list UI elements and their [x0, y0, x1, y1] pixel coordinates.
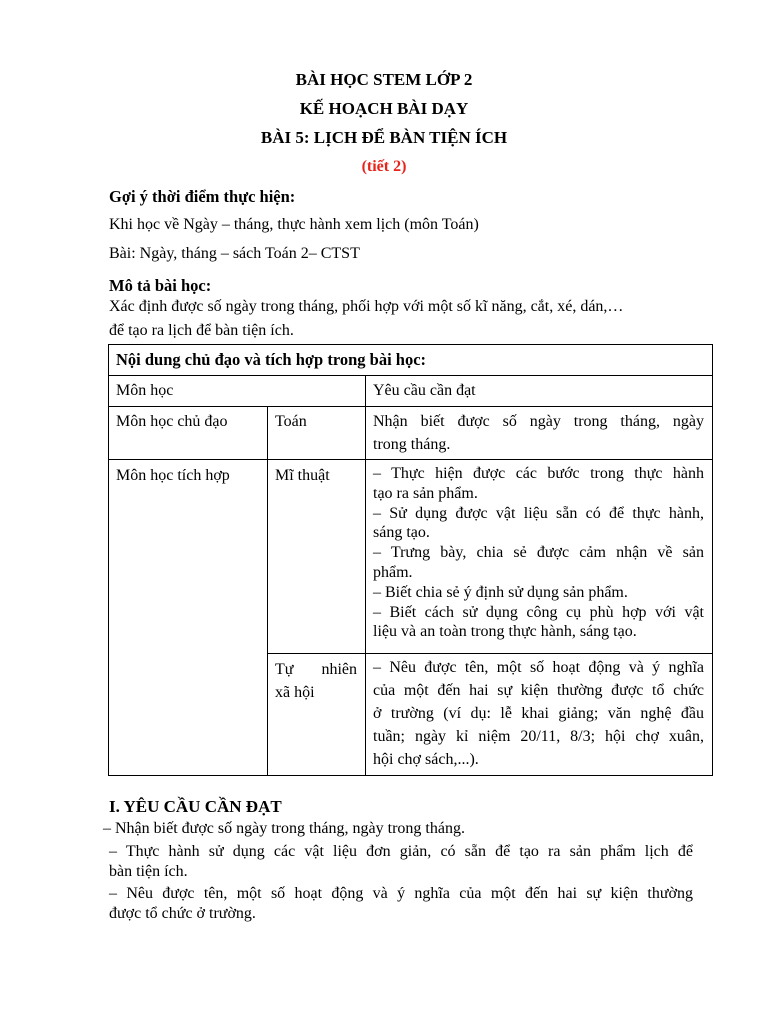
requirement-line: tạo ra sản phẩm.: [373, 484, 478, 502]
art-subject: Mĩ thuật: [275, 467, 330, 484]
table-divider: [365, 375, 366, 776]
main-subject: Toán: [275, 413, 307, 430]
table-border-bottom: [108, 775, 713, 776]
integrated-subject-label: Môn học tích hợp: [116, 467, 230, 484]
requirement-line: – Trưng bày, chia sẻ được cảm nhận về sản: [373, 544, 704, 562]
section-line-2: – Thực hành sử dụng các vật liệu đơn giản, có sẵn để tạo ra sản phẩm lịch để: [109, 843, 693, 860]
section-heading: I. YÊU CẦU CẦN ĐẠT: [109, 797, 282, 816]
title-line-1: BÀI HỌC STEM LỚP 2: [295, 70, 473, 89]
nature-society-subject: [275, 658, 357, 704]
table-divider: [108, 406, 713, 407]
table-divider: [108, 459, 713, 460]
requirement-line: – Biết chia sẻ ý định sử dụng sản phẩm.: [373, 583, 628, 601]
requirement-line: trong tháng.: [373, 436, 451, 453]
section-line-1: – Nhận biết được số ngày trong tháng, ngày trong tháng.: [103, 820, 465, 837]
main-requirement: [373, 410, 704, 456]
requirement-line: liệu và an toàn trong thực hành, sáng tạo.: [373, 623, 637, 641]
section-line-3: bàn tiện ích.: [109, 863, 188, 880]
table-border-right: [712, 344, 713, 776]
timing-heading: Gợi ý thời điểm thực hiện:: [109, 187, 296, 206]
title-line-2: KẾ HOẠCH BÀI DẠY: [299, 99, 469, 118]
table-divider: [108, 375, 713, 376]
requirement-line: – Thực hiện được các bước trong thực hành: [373, 465, 704, 482]
timing-line-1: Khi học về Ngày – tháng, thực hành xem lịch (môn Toán): [109, 216, 479, 233]
table-border-top: [108, 344, 713, 345]
requirement-line: – Sử dụng được vật liệu sẵn có để thực hành,: [373, 504, 704, 522]
section-line-5: được tổ chức ở trường.: [109, 905, 256, 922]
requirement-line: tuần; ngày kỉ niệm 20/11, 8/3; hội chợ xuân,: [373, 728, 704, 745]
description-line-1: Xác định được số ngày trong tháng, phối hợp với một số kĩ năng, cắt, xé, dán,…: [109, 298, 624, 315]
nature-subject-word: Tự: [275, 661, 294, 678]
nature-subject-word: nhiên: [321, 661, 357, 678]
description-heading: Mô tả bài học:: [109, 276, 212, 295]
requirement-line: Nhận biết được số ngày trong tháng, ngày: [373, 413, 704, 430]
timing-line-2: Bài: Ngày, tháng – sách Toán 2– CTST: [109, 245, 360, 262]
lesson-content-table: [108, 344, 713, 776]
column-header-subject: Môn học: [116, 382, 174, 399]
table-border-left: [108, 344, 109, 776]
lesson-period: (tiết 2): [361, 158, 407, 175]
requirement-line: ở trường (ví dụ: lễ khai giảng; văn nghệ đầu: [373, 705, 704, 722]
table-title: Nội dung chủ đạo và tích hợp trong bài học:: [116, 350, 427, 369]
requirement-line: – Biết cách sử dụng công cụ phù hợp với vật: [373, 603, 704, 621]
requirement-line: – Nêu được tên, một số hoạt động và ý nghĩa: [373, 659, 704, 676]
table-divider: [267, 653, 713, 654]
art-requirement: [373, 464, 704, 642]
requirement-line: hội chợ sách,...).: [373, 751, 479, 768]
column-header-requirement: Yêu cầu cần đạt: [373, 382, 476, 399]
table-divider: [267, 406, 268, 776]
requirement-line: sáng tạo.: [373, 524, 430, 542]
main-subject-label: Môn học chủ đạo: [116, 413, 228, 430]
requirement-line: phẩm.: [373, 563, 413, 581]
requirement-line: của một đến hai sự kiện thường được tổ chức: [373, 682, 704, 699]
nature-subject-line: xã hội: [275, 684, 315, 701]
title-line-3: BÀI 5: LỊCH ĐỂ BÀN TIỆN ÍCH: [260, 128, 508, 147]
description-line-2: để tạo ra lịch để bàn tiện ích.: [109, 322, 294, 339]
section-line-4: – Nêu được tên, một số hoạt động và ý nghĩa của một đến hai sự kiện thường: [109, 885, 693, 902]
nature-society-requirement: [373, 656, 704, 771]
